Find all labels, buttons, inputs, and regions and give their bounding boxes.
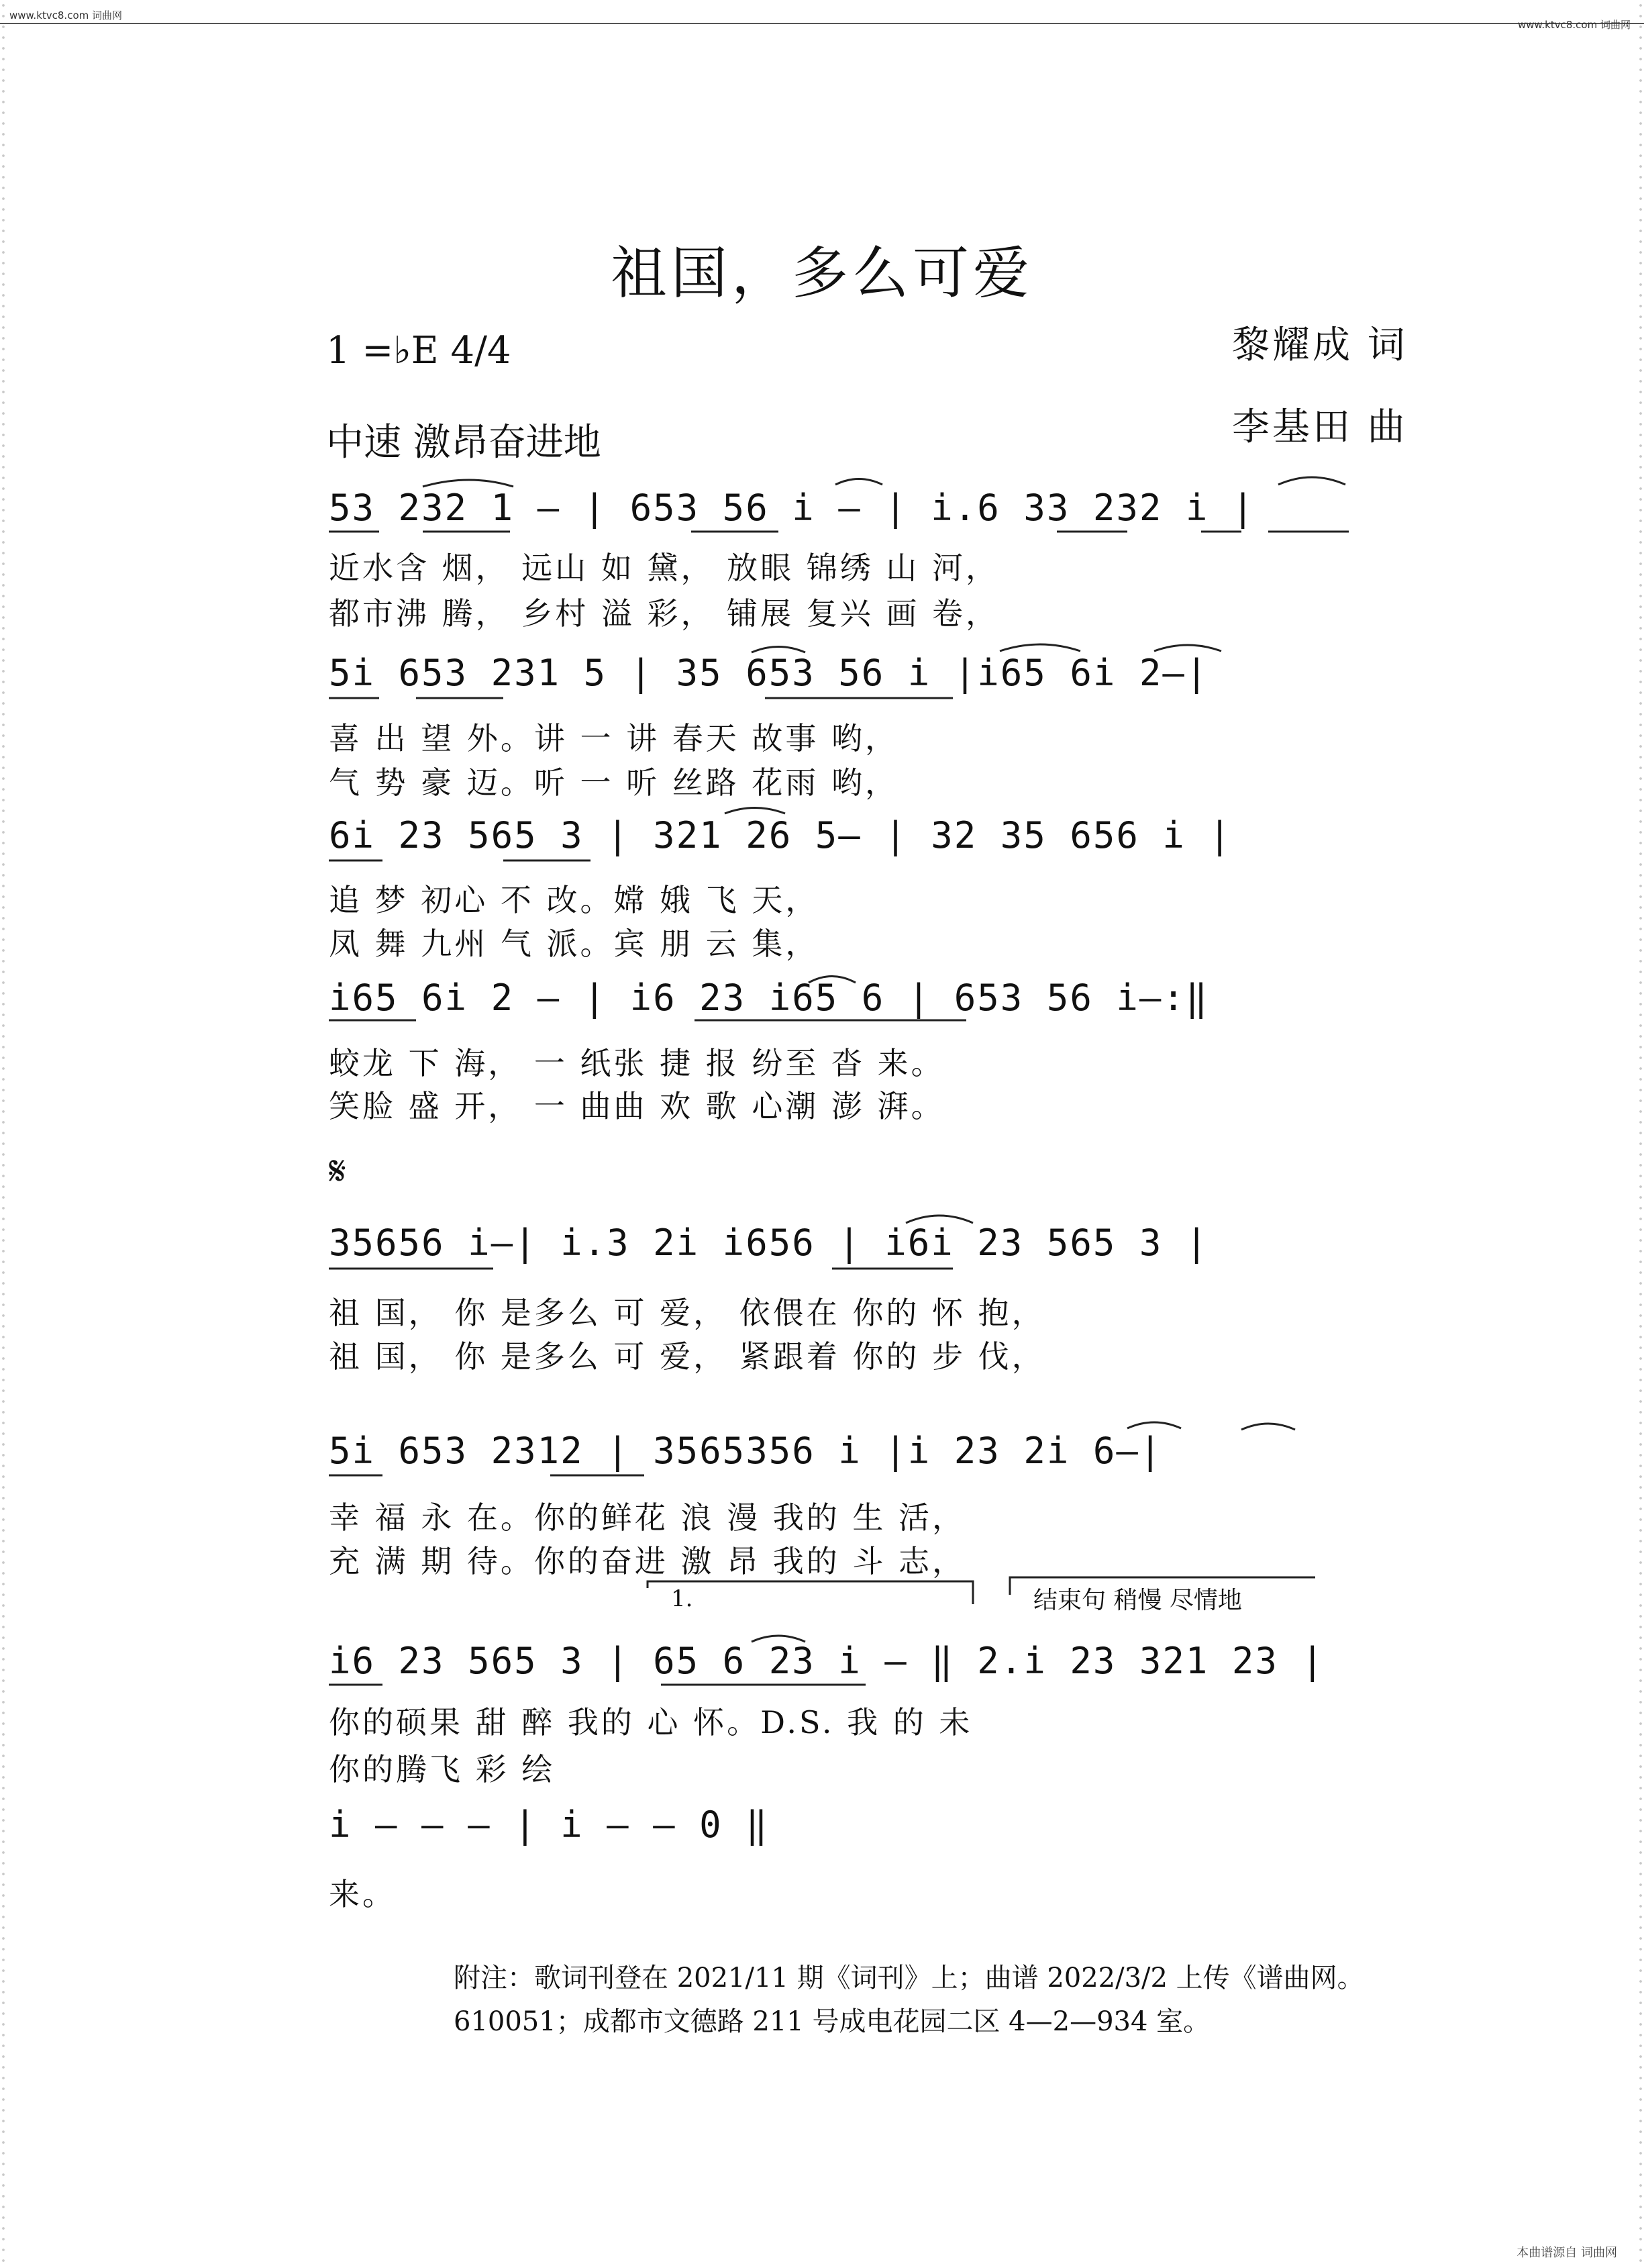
lyric-verse-1: 近水含 烟， 远山 如 黛， 放眼 锦绣 山 河， — [329, 550, 999, 586]
lyric-verse-1: 蛟龙 下 海， 一 纸张 捷 报 纷至 沓 来。 — [329, 1045, 945, 1081]
notation-line: 6i 23 565 3 | 321 26 5— | 32 35 656 i | — [329, 814, 1232, 856]
header-right-url: www.ktvc8.com 词曲网 — [1517, 19, 1631, 31]
volta-1-label: 1. — [671, 1585, 693, 1612]
notation-line: 35656 i—| i.3 2i i656 | i6i 23 565 3 | — [329, 1222, 1209, 1264]
lyric-verse-1: 祖 国， 你 是多么 可 爱， 依偎在 你的 怀 抱， — [329, 1295, 1045, 1331]
source-credit: 本曲谱源自 词曲网 — [1517, 2246, 1617, 2260]
tempo-marking: 中速 激昂奋进地 — [326, 421, 601, 464]
lyric-verse-1: 追 梦 初心 不 改。嫦 娥 飞 天， — [329, 882, 819, 918]
notation-line: i65 6i 2 — | i6 23 i65 6 | 653 56 i—:‖ — [329, 977, 1209, 1019]
segno-sign: 𝄋 — [329, 1148, 346, 1195]
key-signature: 1 =♭E 4/4 — [326, 329, 511, 373]
lyric-verse-1: 喜 出 望 外。讲 一 讲 春天 故事 哟， — [329, 720, 898, 756]
lyric-verse-1: 来。 — [329, 1876, 396, 1912]
lyric-verse-2: 祖 国， 你 是多么 可 爱， 紧跟着 你的 步 伐， — [329, 1338, 1045, 1375]
footnote-line-2: 610051；成都市文德路 211 号成电花园二区 4—2—934 室。 — [454, 2006, 1211, 2037]
lyric-verse-2: 充 满 期 待。你的奋进 激 昂 我的 斗 志， — [329, 1543, 966, 1579]
lyric-verse-1: 幸 福 永 在。你的鲜花 浪 漫 我的 生 活， — [329, 1499, 966, 1536]
lyric-verse-2: 都市沸 腾， 乡村 溢 彩， 铺展 复兴 画 卷， — [329, 595, 999, 632]
footnote-line-1: 附注：歌词刊登在 2021/11 期《词刊》上；曲谱 2022/3/2 上传《谱曲网。 — [454, 1963, 1364, 1993]
lyric-verse-2: 笑脸 盛 开， 一 曲曲 欢 歌 心潮 澎 湃。 — [329, 1088, 945, 1124]
composer-credit: 李基田 曲 — [1232, 405, 1408, 449]
lyric-verse-1: 你的硕果 甜 醉 我的 心 怀。D.S. 我 的 未 — [329, 1704, 973, 1740]
lyric-verse-2: 气 势 豪 迈。听 一 听 丝路 花雨 哟， — [329, 765, 898, 801]
lyricist-credit: 黎耀成 词 — [1232, 324, 1408, 367]
ending-instruction: 结束句 稍慢 尽情地 — [1033, 1587, 1242, 1614]
header-left-url: www.ktvc8.com 词曲网 — [9, 9, 123, 21]
lyric-verse-2: 凤 舞 九州 气 派。宾 朋 云 集， — [329, 926, 819, 962]
notation-line: i6 23 565 3 | 65 6 23 i — ‖ 2.i 23 321 23 | — [329, 1640, 1325, 1682]
lyric-verse-2: 你的腾飞 彩 绘 — [329, 1751, 556, 1787]
notation-line: i — — — | i — — 0 ‖ — [329, 1804, 769, 1846]
notation-line: 53 232 1 — | 653 56 i — | i.6 33 232 i | — [329, 487, 1255, 529]
notation-line: 5i 653 231 5 | 35 653 56 i |i65 6i 2—| — [329, 652, 1209, 694]
notation-line: 5i 653 2312 | 3565356 i |i 23 2i 6—| — [329, 1430, 1163, 1472]
song-title: 祖国，多么可爱 — [610, 240, 1033, 306]
